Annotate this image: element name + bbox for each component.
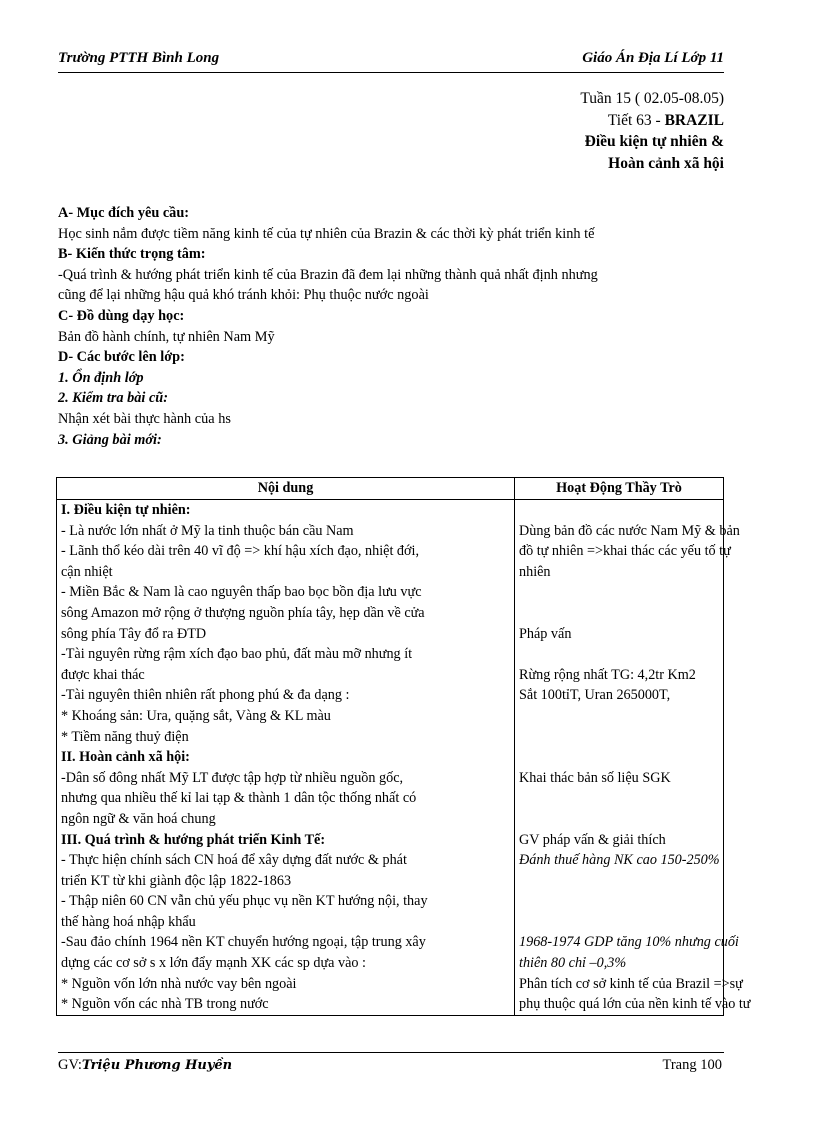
gv-label: GV:: [58, 1057, 82, 1073]
section-b-text-2: cũng để lại những hậu quả khó tránh khỏi: Phụ thuộc nước ngoài: [58, 287, 429, 304]
content-line: dựng các cơ sở s x lớn đẩy mạnh XK các sp dựa vào :: [61, 955, 367, 972]
lesson-body: [58, 203, 758, 450]
activity-cell: [515, 500, 751, 1016]
table-header-row: [57, 478, 724, 500]
teacher-credit: [58, 1057, 232, 1074]
content-line: - Lãnh thổ kéo dài trên 40 vĩ độ => khí hậu xích đạo, nhiệt đới,: [61, 543, 420, 560]
content-line: sông phía Tây đổ ra ĐTD: [61, 625, 207, 642]
header-activity: Hoạt Động Thầy Trò: [515, 478, 724, 500]
content-line: cận nhiệt: [61, 563, 113, 580]
teacher-name: Triệu Phương Huyền: [81, 1058, 233, 1073]
content-line: * Nguồn vốn lớn nhà nước vay bên ngoài: [61, 975, 297, 992]
lesson-line: [580, 110, 724, 132]
spacer: [519, 706, 719, 727]
content-line: thế hàng hoá nhập khẩu: [61, 913, 196, 930]
content-line: -Sau đảo chính 1964 nền KT chuyển hướng ngoại, tập trung xây: [61, 934, 426, 951]
spacer: [519, 500, 719, 521]
section-a-title: A- Mục đích yêu cầu:: [58, 205, 190, 221]
content-line: sông Amazon mở rộng ở thượng nguồn phía tây, hẹp dần về cửa: [61, 604, 425, 621]
spacer: [519, 582, 719, 603]
spacer: [519, 788, 719, 809]
section-b-title: B- Kiến thức trọng tâm:: [58, 246, 206, 263]
content-line: * Khoáng sản: Ura, quặng sắt, Vàng & KL màu: [61, 707, 331, 724]
section-d-title: D- Các bước lên lớp:: [58, 349, 185, 366]
section-a-text: Học sinh nắm được tiềm năng kinh tế của tự nhiên của Brazin & các thời kỳ phát triển kinh tế: [58, 225, 595, 242]
step-2-text: Nhận xét bài thực hành của hs: [58, 410, 231, 427]
step-1: 1. Ổn định lớp: [58, 369, 144, 386]
activity-line: Pháp vấn: [519, 625, 572, 642]
content-line: -Tài nguyên rừng rậm xích đạo bao phủ, đất màu mỡ nhưng ít: [61, 646, 413, 663]
activity-line: Phân tích cơ sở kinh tế của Brazil =>sự: [519, 975, 743, 992]
topic-line-2: Hoàn cảnh xã hội: [608, 154, 724, 172]
header-content: Nội dung: [57, 478, 515, 500]
table-row: [57, 500, 724, 1016]
activity-line-italic: 1968-1974 GDP tăng 10% nhưng cuối: [519, 934, 739, 951]
activity-line: Khai thác bản số liệu SGK: [519, 769, 671, 786]
footer-divider: [58, 1052, 724, 1053]
spacer: [519, 871, 719, 892]
section-b-text-1: -Quá trình & hướng phát triển kinh tế của Brazin đã đem lại những thành quả nhất định nhưng: [58, 266, 598, 283]
spacer: [519, 727, 719, 748]
activity-line: đồ tự nhiên =>khai thác các yếu tố tự: [519, 543, 731, 560]
activity-line: GV pháp vấn & giải thích: [519, 831, 666, 848]
subject-name: Giáo Án Địa Lí Lớp 11: [582, 50, 724, 66]
country-title: BRAZIL: [664, 111, 724, 129]
activity-line: nhiên: [519, 563, 551, 580]
activity-line-italic: Đánh thuế hàng NK cao 150-250%: [519, 852, 720, 869]
content-line: -Dân số đông nhất Mỹ LT được tập hợp từ nhiều nguồn gốc,: [61, 769, 404, 786]
content-line: - Là nước lớn nhất ở Mỹ la tinh thuộc bán cầu Nam: [61, 522, 354, 539]
content-line: -Tài nguyên thiên nhiên rất phong phú & đa dạng :: [61, 687, 350, 704]
content-heading-2: II. Hoàn cảnh xã hội:: [61, 749, 190, 766]
spacer: [519, 747, 719, 768]
content-line: nhưng qua nhiều thế kỉ lai tạp & thành 1 dân tộc thống nhất có: [61, 790, 417, 807]
content-line: triển KT từ khi giành độc lập 1822-1863: [61, 872, 292, 889]
content-heading-1: I. Điều kiện tự nhiên:: [61, 502, 191, 518]
week-label: Tuần 15 ( 02.05-08.05): [580, 90, 724, 107]
content-line: - Thập niên 60 CN vẫn chủ yếu phục vụ nền KT hướng nội, thay: [61, 893, 428, 910]
content-line: được khai thác: [61, 666, 145, 683]
activity-line: Sắt 100tỉT, Uran 265000T,: [519, 687, 671, 704]
page-header: [58, 50, 724, 73]
lesson-title-block: [580, 88, 724, 174]
activity-line: phụ thuộc quá lớn của nền kinh tế vào tư: [519, 996, 751, 1013]
step-2: 2. Kiểm tra bài cũ:: [58, 390, 169, 407]
school-name: Trường PTTH Bình Long: [58, 50, 220, 66]
step-3: 3. Giảng bài mới:: [58, 431, 162, 448]
spacer: [519, 912, 719, 933]
content-cell: [57, 500, 515, 1016]
topic-line-1: Điều kiện tự nhiên &: [584, 133, 724, 150]
content-line: - Miền Bắc & Nam là cao nguyên thấp bao bọc bồn địa lưu vực: [61, 584, 422, 601]
content-line: - Thực hiện chính sách CN hoá để xây dựng đất nước & phát: [61, 852, 407, 869]
content-heading-3: III. Quá trình & hướng phát triển Kinh Tế:: [61, 831, 326, 848]
lesson-prefix: Tiết 63 -: [607, 111, 665, 129]
activity-line: Dùng bản đồ các nước Nam Mỹ & bản: [519, 522, 740, 539]
spacer: [519, 644, 719, 665]
activity-line-italic: thiên 80 chỉ –0,3%: [519, 955, 627, 972]
spacer: [519, 603, 719, 624]
spacer: [519, 809, 719, 830]
content-line: * Nguồn vốn các nhà TB trong nước: [61, 996, 269, 1013]
content-line: ngôn ngữ & văn hoá chung: [61, 810, 216, 827]
section-c-title: C- Đồ dùng dạy học:: [58, 307, 185, 324]
section-c-text: Bản đồ hành chính, tự nhiên Nam Mỹ: [58, 328, 275, 345]
lesson-table: [56, 477, 751, 1016]
spacer: [519, 891, 719, 912]
content-line: * Tiềm năng thuỷ điện: [61, 728, 189, 745]
activity-line: Rừng rộng nhất TG: 4,2tr Km2: [519, 666, 696, 683]
page-number: Trang 100: [662, 1057, 722, 1073]
